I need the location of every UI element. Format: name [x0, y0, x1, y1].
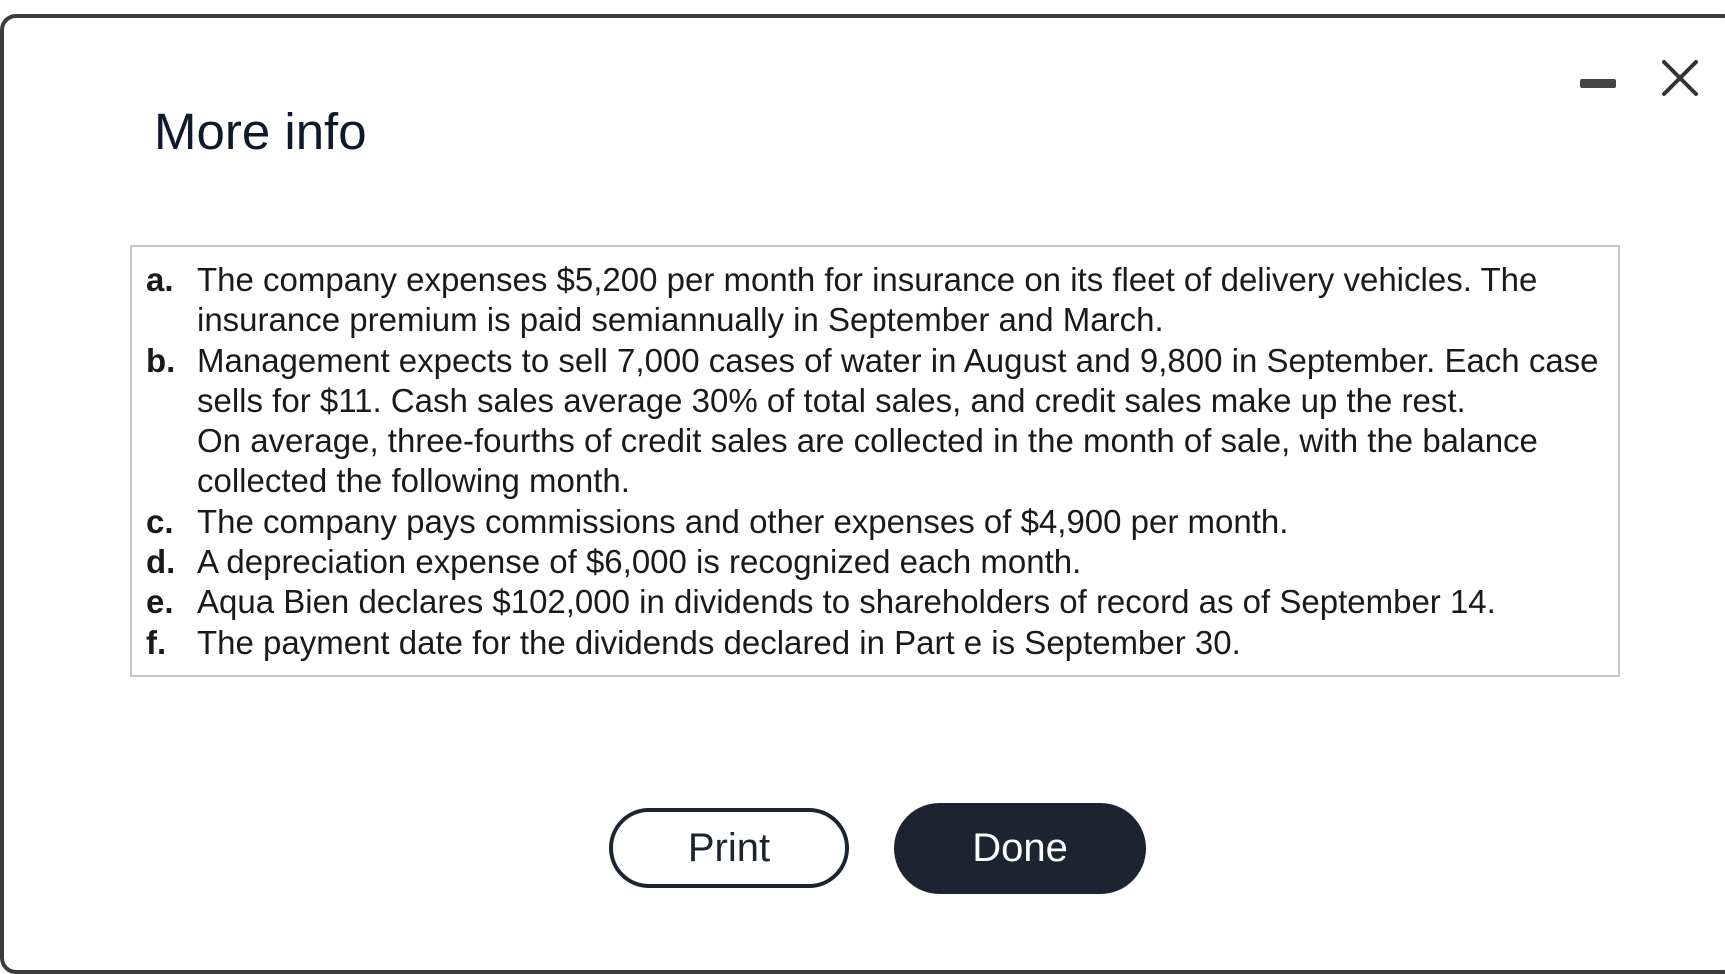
info-item-line: A depreciation expense of $6,000 is recognized each month.: [197, 543, 1082, 581]
info-item-line: sells for $11. Cash sales average 30% of total sales, and credit sales make up the rest.: [197, 381, 1466, 419]
info-item-letter: a.: [146, 261, 174, 298]
info-item-d: [132, 542, 1618, 582]
close-button[interactable]: [1660, 58, 1700, 98]
info-item-line: The company expenses $5,200 per month for insurance on its fleet of delivery vehicles. The: [197, 261, 1538, 298]
print-button[interactable]: Print: [609, 808, 849, 888]
info-item-f: [132, 623, 1618, 663]
info-item-c: [132, 502, 1618, 542]
info-item-line: Aqua Bien declares $102,000 in dividends to shareholders of record as of September 14.: [197, 583, 1496, 621]
close-icon: [1660, 58, 1700, 98]
info-item-line: Management expects to sell 7,000 cases of water in August and 9,800 in September. Each case: [197, 341, 1599, 379]
info-item-b: [132, 341, 1618, 502]
dialog-title: More info: [154, 103, 367, 160]
info-item-line: The company pays commissions and other expenses of $4,900 per month.: [197, 502, 1289, 540]
info-item-letter: d.: [146, 543, 176, 581]
done-button[interactable]: Done: [894, 803, 1146, 894]
info-item-letter: f.: [146, 623, 167, 661]
info-item-line: The payment date for the dividends declared in Part e is September 30.: [197, 623, 1241, 661]
info-item-line: collected the following month.: [197, 462, 630, 500]
info-item-line: insurance premium is paid semiannually in September and March.: [197, 301, 1164, 339]
more-info-dialog: [0, 14, 1725, 974]
info-item-e: [132, 582, 1618, 622]
info-item-a: [132, 260, 1618, 341]
minimize-button[interactable]: [1580, 77, 1616, 91]
info-box: [130, 245, 1620, 677]
info-item-letter: c.: [146, 502, 174, 540]
info-list: [132, 247, 1618, 663]
info-item-line: On average, three-fourths of credit sales are collected in the month of sale, with the balance: [197, 422, 1538, 460]
info-item-letter: e.: [146, 583, 174, 621]
info-item-letter: b.: [146, 341, 176, 379]
minimize-icon: [1580, 79, 1616, 88]
